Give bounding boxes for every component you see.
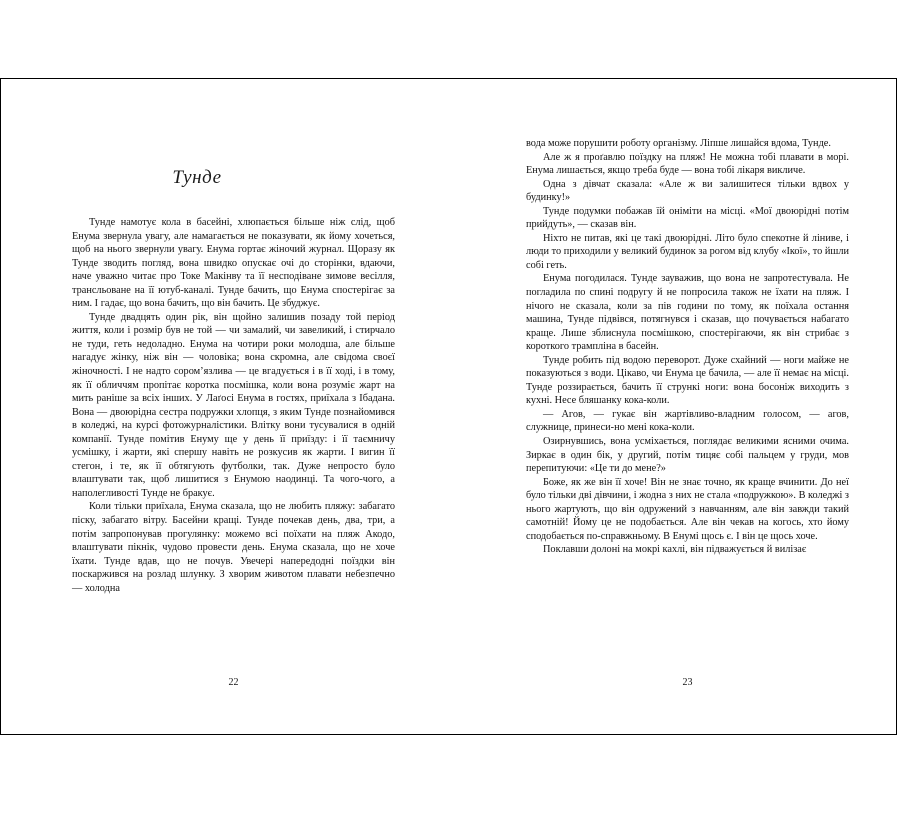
paragraph: Одна з дівчат сказала: «Але ж ви залишитеся тільки вдвох у будинку!» [526, 178, 849, 204]
paragraph: Але ж я проґавлю поїздку на пляж! Не можна тобі плавати в морі. Енума лишається, якщо треба буде — вона тобі лікаря викличе. [526, 151, 849, 177]
page-number-right: 23 [682, 677, 693, 688]
paragraph: Ніхто не питав, які це такі двоюрідні. Літо було спекотне й лінивe, і люди то приходили у великий будинок за рогом від клубу «Ікої», то йшли собі геть. [526, 232, 849, 271]
paragraph: Поклавши долоні на мокрі кахлі, він підважується й вилізає [543, 544, 807, 556]
page-number-left: 22 [228, 677, 239, 688]
spread-frame [0, 78, 897, 735]
left-book-page [1, 79, 450, 734]
paragraph: — Агов, — гукає він жартівливо-владним голосом, — агов, служнице, принеси-но мені кока-коли. [526, 408, 849, 434]
paragraph: Тунде намотує кола в басейні, хлюпається більше ніж слід, щоб Енума звернула увагу, але намагається не показувати, як йому хочеться, щоб на нього звернули увагу. Енума гортає жіночий журнал. Щоразу як Тунде зводить погляд, вона швидко опускає очі до сторінки, вдаючи, наче уважно читає про Токе Макінву та її несподіване зимове весілля, трансльоване на її ютуб-каналі. Тунде бачить, що Енума спостерігає за ним. І гадає, що вона бачить, що він бачить. Це збуджує. [72, 217, 395, 310]
paragraph: Боже, як же він її хоче! Він не знає точно, як краще вчинити. До неї було тільки дві дівчини, і жодна з них не стала «подружкою». В коледжі з нього жартують, що він одружений з навчанням, але він завжди такий самотній! Йому це не подобається. Але він чекав на когось, хто йому сподобається по-справжньому. В Енумі щось є. І він це щось хоче. [526, 476, 849, 542]
right-page-body-text [526, 137, 849, 557]
left-page-body-text [72, 216, 395, 595]
right-book-page [450, 79, 898, 734]
paragraph: Коли тільки приїхала, Енума сказала, що не любить пляжу: забагато піску, забагато вітру. Басейни кращі. Тунде почекав день, два, три, а потім запропонував прогулянку: можемо всі поїхати на пляж Акодо, влаштувати пікнік, чудово провести день. Енума сказала, що не хоче їхати. Тунде вдав, що не почув. Увечері напередодні поїздки він поскаржився на розлад шлунку. З хворим животом плавати небезпечно — холодна [72, 501, 395, 594]
paragraph: Озирнувшись, вона усміхається, поглядає великими ясними очима. Зиркає в один бік, у другий, потім тицяє собі пальцем у груди, мов перепитуючи: «Це ти до мене?» [526, 436, 849, 475]
paragraph: Тунде робить під водою переворот. Дуже схайний — ноги майже не показуються з води. Цікаво, чи Енума це бачила, — але її немає на місці. Тунде роззирається, бачить її стрункі ноги: вона босоніж виходить з кухні. Несе бляшанку кока-коли. [526, 354, 849, 407]
paragraph: Тунде двадцять один рік, він щойно залишив позаду той період життя, коли і розмір був не той — чи замалий, чи завеликий, і стирчало не туди, геть недоладно. Енума на чотири роки молодша, але більше нагадує жінку, ніж він — чоловіка; вона скромна, але свідома своєї жіночності. І не надто сором’язлива — це вгадується і в її ході, і в тому, як її обличчям пропітає коротка посмішка, коли вона розуміє жарт на мить раніше за всіх інших. У Лаґосі Енума в гостях, приїхала з Ібадана. Вона — двоюрідна сестра подружки хлопця, з яким Тунде познайомився в коледжі, на курсі фотожурналістики. Влітку вони тусувалися в одній компанії. Тунде помітив Енуму ще у день її приїзду: і її таємничу усмішку, і жарти, які спершу навіть не розкусив як жарти. І вигин її стегон, і те, як її обтягують футболки, так. Дуже непросто було влаштувати так, щоб лишитися з Енумою наодинці. Та чого-чого, а наполегливості Тунде не бракує. [72, 311, 395, 499]
paragraph: вода може порушити роботу організму. Ліпше лишайся вдома, Тунде. [526, 138, 831, 149]
paragraph: Тунде подумки побажав їй оніміти на місці. «Мої двоюрідні потім прийдуть», — сказав він. [526, 205, 849, 231]
chapter-title: Тунде [172, 167, 222, 188]
paragraph: Енума погодилася. Тунде зауважив, що вона не запротестувала. Не погладила по спині подругу й не попросила також не їхати на пляж. І нічого не сказала, коли за пів години по тому, як поїхала остання машина, Тунде підвівся, потягнувся і сказав, що почувається набагато краще. Лише зблиснула посмішкою, спостерігаючи, як він стрибає з короткого трампліна в басейн. [526, 273, 849, 353]
